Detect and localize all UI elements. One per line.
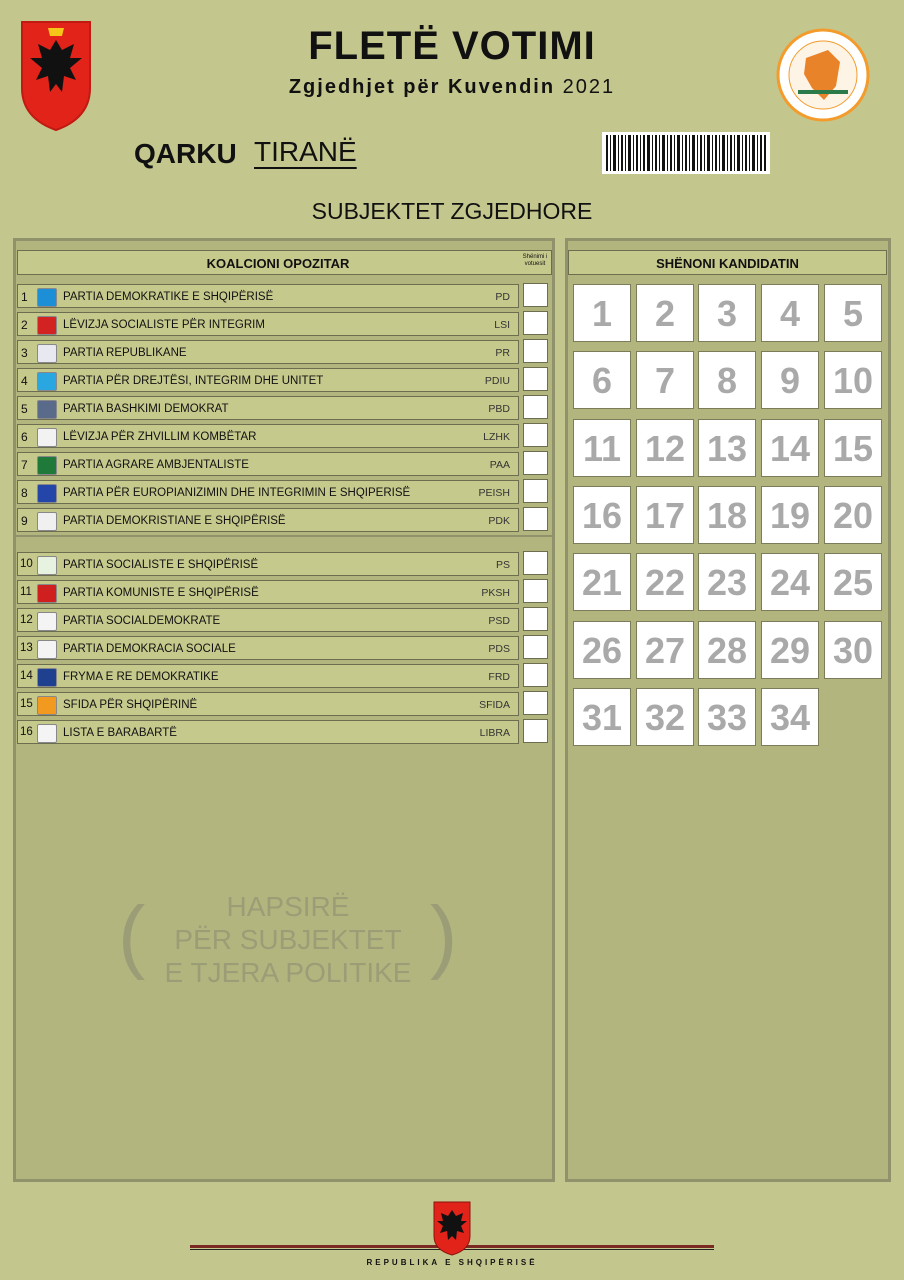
party-name: FRYMA E RE DEMOKRATIKE	[63, 671, 219, 683]
party-logo-icon	[37, 512, 57, 531]
candidate-box[interactable]: 9	[761, 351, 819, 409]
party-abbreviation: PEISH	[478, 487, 510, 499]
party-logo-icon	[37, 428, 57, 447]
party-vote-box[interactable]	[523, 663, 548, 687]
party-row	[17, 284, 519, 308]
party-number: 13	[20, 642, 33, 654]
candidate-box[interactable]: 26	[573, 621, 631, 679]
qarku-value: TIRANË	[254, 136, 357, 167]
reserved-space-text	[158, 890, 418, 989]
party-number: 10	[20, 558, 33, 570]
party-row	[17, 368, 519, 392]
candidate-box[interactable]: 18	[698, 486, 756, 544]
reserved-line-3: E TJERA POLITIKE	[164, 957, 412, 988]
party-vote-box[interactable]	[523, 479, 548, 503]
candidate-box[interactable]: 25	[824, 553, 882, 611]
party-vote-box[interactable]	[523, 423, 548, 447]
party-name: PARTIA DEMOKRISTIANE E SHQIPËRISË	[63, 515, 286, 527]
candidate-box[interactable]: 33	[698, 688, 756, 746]
party-number: 9	[21, 514, 28, 528]
party-vote-box[interactable]	[523, 579, 548, 603]
party-vote-box[interactable]	[523, 551, 548, 575]
kqz-seal-icon	[776, 28, 870, 122]
candidate-box[interactable]: 22	[636, 553, 694, 611]
party-name: PARTIA SOCIALDEMOKRATE	[63, 615, 221, 627]
party-row	[17, 424, 519, 448]
party-number: 2	[21, 318, 28, 332]
candidate-box[interactable]: 7	[636, 351, 694, 409]
party-vote-box[interactable]	[523, 691, 548, 715]
coalition-heading	[17, 250, 552, 275]
candidate-box[interactable]: 32	[636, 688, 694, 746]
candidate-box[interactable]: 5	[824, 284, 882, 342]
party-name: SFIDA PËR SHQIPËRINË	[63, 699, 198, 711]
party-number: 7	[21, 458, 28, 472]
ballot-title: FLETË VOTIMI	[308, 24, 596, 68]
candidate-box[interactable]: 24	[761, 553, 819, 611]
candidate-box[interactable]: 34	[761, 688, 819, 746]
candidate-box[interactable]: 14	[761, 419, 819, 477]
party-row	[17, 480, 519, 504]
party-row	[17, 552, 519, 576]
candidate-box[interactable]: 21	[573, 553, 631, 611]
party-vote-box[interactable]	[523, 507, 548, 531]
candidate-box[interactable]: 20	[824, 486, 882, 544]
coalition-heading-label: KOALCIONI OPOZITAR	[206, 256, 350, 271]
party-number: 6	[21, 430, 28, 444]
party-logo-icon	[37, 640, 57, 659]
party-abbreviation: PAA	[489, 459, 510, 471]
party-logo-icon	[37, 556, 57, 575]
party-vote-box[interactable]	[523, 607, 548, 631]
candidate-box[interactable]: 16	[573, 486, 631, 544]
party-number: 14	[20, 670, 33, 682]
party-logo-icon	[37, 344, 57, 363]
left-parenthesis: (	[118, 890, 146, 981]
party-name: PARTIA BASHKIMI DEMOKRAT	[63, 403, 229, 415]
party-number: 3	[21, 346, 28, 360]
party-row	[17, 508, 519, 532]
subtitle-text: Zgjedhjet për Kuvendin	[288, 76, 556, 98]
party-logo-icon	[37, 316, 57, 335]
candidate-box[interactable]: 3	[698, 284, 756, 342]
party-row	[17, 452, 519, 476]
party-name: PARTIA SOCIALISTE E SHQIPËRISË	[63, 559, 259, 571]
party-row	[17, 608, 519, 632]
candidate-box[interactable]: 31	[573, 688, 631, 746]
party-name: PARTIA DEMOKRACIA SOCIALE	[63, 643, 236, 655]
party-abbreviation: PS	[495, 559, 510, 571]
party-vote-box[interactable]	[523, 339, 548, 363]
candidate-box[interactable]: 8	[698, 351, 756, 409]
party-row	[17, 396, 519, 420]
party-abbreviation: FRD	[488, 671, 510, 683]
party-row	[17, 664, 519, 688]
candidate-box[interactable]: 4	[761, 284, 819, 342]
party-name: PARTIA AGRARE AMBJENTALISTE	[63, 459, 249, 471]
party-abbreviation: PDIU	[484, 375, 510, 387]
party-logo-icon	[37, 456, 57, 475]
barcode-icon	[602, 132, 770, 174]
party-logo-icon	[37, 288, 57, 307]
right-parenthesis: )	[430, 890, 458, 981]
party-abbreviation: LIBRA	[479, 727, 510, 739]
party-number: 8	[21, 486, 28, 500]
party-name: PARTIA PËR EUROPIANIZIMIN DHE INTEGRIMIN E SHQIPERISË	[63, 487, 411, 499]
party-abbreviation: PR	[495, 347, 510, 359]
group-divider	[15, 535, 553, 537]
candidate-box[interactable]: 23	[698, 553, 756, 611]
party-abbreviation: LSI	[494, 319, 510, 331]
party-abbreviation: PSD	[488, 615, 510, 627]
party-abbreviation: SFIDA	[479, 699, 510, 711]
party-logo-icon	[37, 372, 57, 391]
candidate-box[interactable]: 29	[761, 621, 819, 679]
candidate-box[interactable]: 10	[824, 351, 882, 409]
candidates-heading: SHËNONI KANDIDATIN	[568, 250, 887, 275]
ballot-subtitle	[0, 76, 904, 99]
party-name: LISTA E BARABARTË	[63, 727, 177, 739]
party-name: PARTIA REPUBLIKANE	[63, 347, 187, 359]
party-logo-icon	[37, 668, 57, 687]
candidate-box[interactable]: 11	[573, 419, 631, 477]
party-vote-box[interactable]	[523, 367, 548, 391]
party-vote-box[interactable]	[523, 719, 548, 743]
candidate-box[interactable]: 1	[573, 284, 631, 342]
party-name: PARTIA KOMUNISTE E SHQIPËRISË	[63, 587, 259, 599]
subtitle-year: 2021	[562, 76, 616, 98]
candidate-box[interactable]: 12	[636, 419, 694, 477]
party-vote-box[interactable]	[523, 635, 548, 659]
party-logo-icon	[37, 696, 57, 715]
party-abbreviation: PDK	[488, 515, 510, 527]
candidate-box[interactable]: 28	[698, 621, 756, 679]
party-row	[17, 312, 519, 336]
party-row	[17, 340, 519, 364]
party-row	[17, 580, 519, 604]
party-name: PARTIA PËR DREJTËSI, INTEGRIM DHE UNITET	[63, 375, 324, 387]
party-logo-icon	[37, 400, 57, 419]
albania-emblem-footer-icon	[432, 1200, 472, 1256]
party-number: 4	[21, 374, 28, 388]
section-title: SUBJEKTET ZGJEDHORE	[311, 198, 593, 224]
party-logo-icon	[37, 484, 57, 503]
party-vote-box[interactable]	[523, 311, 548, 335]
party-logo-icon	[37, 724, 57, 743]
party-number: 11	[20, 586, 32, 598]
party-abbreviation: PDS	[488, 643, 510, 655]
qarku-label: QARKU	[134, 138, 237, 169]
party-name: PARTIA DEMOKRATIKE E SHQIPËRISË	[63, 291, 274, 303]
party-number: 1	[21, 290, 28, 304]
party-vote-box[interactable]	[523, 451, 548, 475]
reserved-space-note	[118, 888, 458, 998]
party-row	[17, 636, 519, 660]
candidate-box[interactable]: 2	[636, 284, 694, 342]
party-name: LËVIZJA PËR ZHVILLIM KOMBËTAR	[63, 431, 257, 443]
party-vote-box[interactable]	[523, 395, 548, 419]
party-abbreviation: PD	[495, 291, 510, 303]
candidate-box[interactable]: 13	[698, 419, 756, 477]
candidate-box[interactable]: 30	[824, 621, 882, 679]
reserved-line-1: HAPSIRË	[226, 891, 350, 922]
party-number: 12	[20, 614, 33, 626]
candidate-box[interactable]: 15	[824, 419, 882, 477]
candidate-box[interactable]: 17	[636, 486, 694, 544]
candidate-box[interactable]: 27	[636, 621, 694, 679]
candidate-box[interactable]: 6	[573, 351, 631, 409]
party-logo-icon	[37, 584, 57, 603]
party-row	[17, 692, 519, 716]
footer-text: REPUBLIKA E SHQIPËRISË	[366, 1258, 538, 1267]
party-logo-icon	[37, 612, 57, 631]
party-number: 5	[21, 402, 28, 416]
party-abbreviation: PKSH	[481, 587, 510, 599]
party-abbreviation: PBD	[488, 403, 510, 415]
candidate-box[interactable]: 19	[761, 486, 819, 544]
party-name: LËVIZJA SOCIALISTE PËR INTEGRIM	[63, 319, 265, 331]
party-number: 15	[20, 698, 33, 710]
reserved-line-2: PËR SUBJEKTET	[174, 924, 402, 955]
party-vote-box[interactable]	[523, 283, 548, 307]
party-number: 16	[20, 726, 33, 738]
party-abbreviation: LZHK	[483, 431, 510, 443]
party-row	[17, 720, 519, 744]
voter-mark-label: Shënimi i votuesit	[522, 254, 548, 267]
